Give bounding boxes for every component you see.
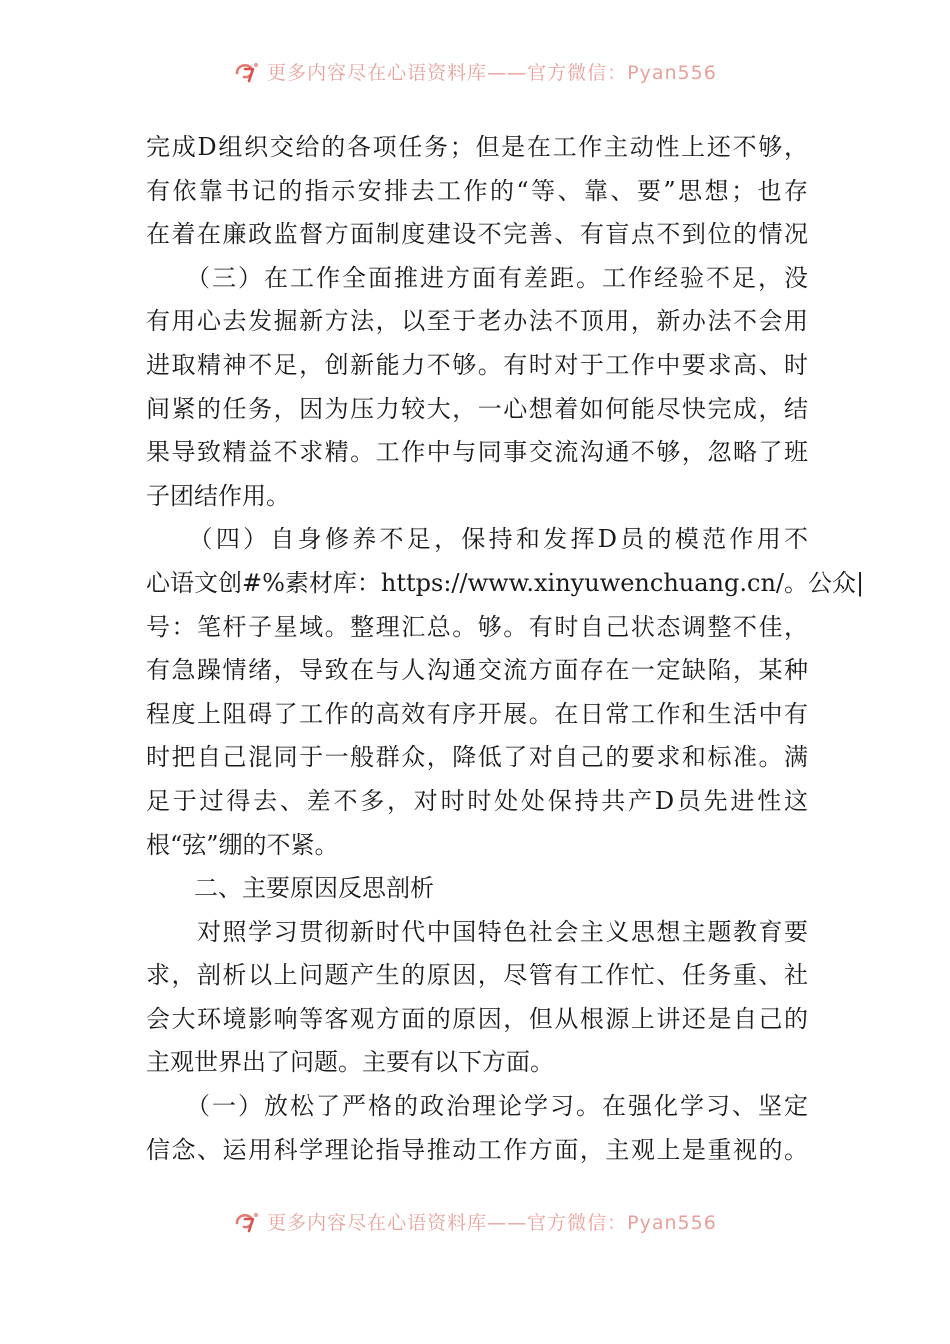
text-line: （一）放松了严格的政治理论学习。在强化学习、坚定 [146,1092,808,1121]
watermark-logo-icon [233,59,261,83]
watermark-text: 更多内容尽在心语资料库——官方微信：Pyan556 [267,61,717,84]
text-line: 主观世界出了问题。主要有以下方面。 [146,1048,554,1077]
text-line: 间紧的任务，因为压力较大，一心想着如何能尽快完成，结 [146,394,808,423]
text-line: 心语文创#%素材库：https://www.xinyuwenchuang.cn/。公众| [146,568,865,597]
watermark-text: 更多内容尽在心语资料库——官方微信：Pyan556 [267,1211,717,1234]
text-line: 进取精神不足，创新能力不够。有时对于工作中要求高、时 [146,350,808,379]
text-line: 号：笔杆子星域。整理汇总。够。有时自己状态调整不佳， [146,612,808,641]
text-line: 二、主要原因反思剖析 [146,874,434,903]
text-line: 完成D组织交给的各项任务；但是在工作主动性上还不够， [146,133,808,161]
document-body [146,126,865,1172]
text-line: 有用心去发掘新方法，以至于老办法不顶用，新办法不会用 [146,307,808,336]
text-line: 会大环境影响等客观方面的原因，但从根源上讲还是自己的 [146,1004,808,1033]
text-line: 有依靠书记的指示安排去工作的“等、靠、要”思想；也存 [146,176,808,205]
footer-watermark [0,1204,950,1238]
text-line: 在着在廉政监督方面制度建设不完善、有盲点不到位的情况 [146,220,808,249]
text-line: 果导致精益不求精。工作中与同事交流沟通不够，忽略了班 [146,438,808,467]
header-watermark [0,54,950,88]
text-line: 足于过得去、差不多，对时时处处保持共产D员先进性这 [146,786,808,815]
watermark-logo-icon [233,1209,261,1233]
text-line: （四）自身修养不足，保持和发挥D员的模范作用不 [146,525,808,554]
text-line: 程度上阻碍了工作的高效有序开展。在日常工作和生活中有 [146,699,808,728]
text-line: 求，剖析以上问题产生的原因，尽管有工作忙、任务重、社 [146,961,808,990]
text-line: 子团结作用。 [146,481,290,510]
text-line: 根“弦”绷的不紧。 [146,830,339,859]
text-line: 有急躁情绪，导致在与人沟通交流方面存在一定缺陷，某种 [146,656,808,685]
text-line: 信念、运用科学理论指导推动工作方面，主观上是重视的。 [146,1135,808,1164]
text-line: 对照学习贯彻新时代中国特色社会主义思想主题教育要 [146,917,808,946]
text-line: （三）在工作全面推进方面有差距。工作经验不足，没 [146,263,808,292]
text-line: 时把自己混同于一般群众，降低了对自己的要求和标准。满 [146,743,808,772]
